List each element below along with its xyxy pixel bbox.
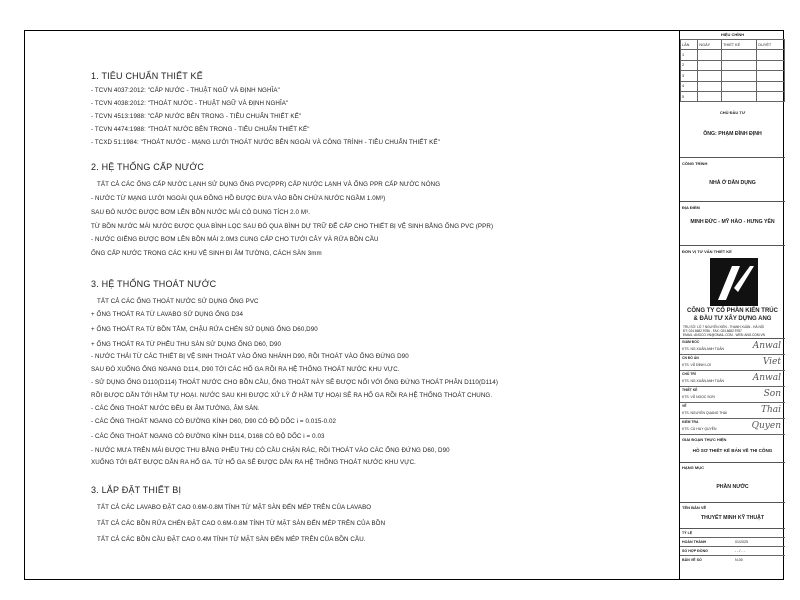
spec-line: - NƯỚC GIẾNG ĐƯỢC BƠM LÊN BỒN MÁI 2.0M3 CUNG CẤP CHO TƯỚI CÂY VÀ RỬA BỒN CẦU [91, 236, 379, 243]
info-value: N-00 [735, 558, 743, 562]
spec-line: SAU ĐÓ NƯỚC ĐƯỢC BƠM LÊN BỒN NƯỚC MÁI CÓ DUNG TÍCH 2.0 M³. [91, 209, 311, 216]
project-value: NHÀ Ở DÂN DỤNG [709, 180, 756, 186]
info-key: BẢN VẼ SỐ [682, 558, 702, 562]
stage-label: GIAI ĐOẠN THỰC HIỆN [682, 437, 727, 442]
rev-col: THIẾT KẾ [722, 40, 757, 50]
signature: Viet [762, 357, 781, 367]
contact-line: EMAIL: ANGCO.VN@GMAIL.COM - WEB: ANG.COM.VN [683, 333, 765, 337]
signature: Son [763, 389, 781, 399]
info-key: SỐ HỢP ĐỒNG [682, 549, 708, 553]
spec-line: RỒI ĐƯỢC DẪN TỚI HẦM TỰ HOẠI. NƯỚC SAU KHI ĐƯỢC XỬ LÝ Ở HẦM TỰ HOẠI SẼ RA HỐ GA RỒI RA HỆ THỐNG THOÁT CHUNG. [91, 392, 493, 399]
spec-line: SAU ĐÓ XUỐNG ỐNG NGANG D114, D90 TỚI CÁC HỐ GA RỒI RA HỆ THỐNG THOÁT NƯỚC KHU VỰC. [91, 366, 400, 373]
rev-row: 4 [681, 81, 698, 91]
signer-name: KTS. CÙ HUY QUYỀN [682, 427, 717, 431]
spec-line: - NƯỚC TỪ MẠNG LƯỚI NGOÀI QUA ĐỒNG HỒ ĐƯỢC ĐƯA VÀO BỒN CHỨA NƯỚC NGẦM 1.0M³) [91, 195, 386, 202]
category-value: PHẦN NƯỚC [716, 484, 749, 490]
specification-body [25, 31, 679, 579]
signer-row [680, 371, 785, 387]
spec-line: + ỐNG THOÁT RA TỪ PHỄU THU SÀN SỬ DỤNG ỐNG D60, D90 [91, 341, 282, 348]
spec-line: - SỬ DỤNG ỐNG D110(D114) THOÁT NƯỚC CHO BỒN CẦU, ỐNG THOÁT NÀY SẼ ĐƯỢC NỐI VỚI ỐNG ĐỨNG THOÁT PHÂN D110(D114) [91, 379, 499, 386]
rev-row: 5 [681, 91, 698, 101]
consultant-cell [680, 246, 785, 339]
signer-row [680, 339, 785, 355]
company-line-2: & ĐẦU TƯ XÂY DỰNG ANG [693, 316, 772, 322]
info-row [680, 538, 785, 547]
info-row [680, 529, 785, 538]
spec-line: - NƯỚC THẢI TỪ CÁC THIẾT BỊ VỆ SINH THOÁT VÀO ỐNG NHÁNH D90, RỒI THOÁT VÀO ỐNG ĐỨNG D90 [91, 353, 409, 360]
info-row [680, 556, 785, 565]
spec-line: TẤT CẢ CÁC BỒN RỬA CHÉN ĐẶT CAO 0.6M-0.8M TÍNH TỪ MẶT SÀN ĐẾN MÉP TRÊN CỦA BỒN [97, 520, 386, 527]
signer-name: KTS. VŨ NGỌC SƠN [682, 395, 715, 399]
spec-line: TẤT CẢ CÁC LAVABO ĐẶT CAO 0.6M-0.8M TÍNH TỪ MẶT SÀN ĐẾN MÉP TRÊN CỦA LAVABO [97, 504, 372, 511]
info-value: 01/2025 [735, 540, 748, 544]
stage-cell [680, 435, 785, 463]
rev-col: LẦN [681, 40, 698, 50]
spec-line: TẤT CẢ CÁC ỐNG CẤP NƯỚC LẠNH SỬ DỤNG ỐNG PVC(PPR) CẤP NƯỚC LẠNH VÀ ỐNG PPR CẤP NƯỚC NÓNG [97, 181, 441, 188]
category-label: HẠNG MỤC [682, 465, 704, 470]
revision-header: HIỆU CHỈNH [720, 32, 745, 37]
signer-row [680, 387, 785, 403]
location-value: MINH ĐỨC - MỸ HÀO - HƯNG YÊN [690, 219, 775, 225]
info-key: TỶ LỆ [682, 531, 693, 535]
signer-role: KIỂM TRA [682, 420, 699, 424]
section-title: 3. LẮP ĐẶT THIẾT BỊ [91, 485, 182, 495]
revision-table [680, 39, 785, 102]
drawing-sheet [24, 30, 784, 580]
drawing-name-cell [680, 503, 785, 529]
company-logo-icon [710, 258, 758, 306]
drawing-value: THUYẾT MINH KỸ THUẬT [700, 515, 765, 521]
signer-name: KTS. VŨ ĐÌNH LỢI [682, 363, 712, 367]
spec-line: - CÁC ỐNG THOÁT NGANG CÓ ĐƯỜNG KÍNH D114, D168 CÓ ĐỘ DỐC i = 0.03 [91, 433, 325, 440]
rev-col: DUYỆT [757, 40, 785, 50]
spec-line: - NƯỚC MƯA TRÊN MÁI ĐƯỢC THU BẰNG PHỄU THU CÓ CẦU CHẶN RÁC, RỒI THOÁT VÀO CÁC ỐNG ĐỨNG D60, D90 [91, 447, 450, 454]
rev-row: 1 [681, 50, 698, 60]
signer-role: VẼ [682, 404, 687, 408]
signature: Anwal [752, 341, 781, 351]
spec-line: TẤT CẢ CÁC BỒN CẦU ĐẶT CAO 0.4M TÍNH TỪ MẶT SÀN ĐẾN MÉP TRÊN CỦA BỒN CẦU. [97, 536, 366, 543]
signature: Anwal [752, 373, 781, 383]
category-cell [680, 463, 785, 503]
spec-line: TẤT CẢ CÁC ỐNG THOÁT NƯỚC SỬ DỤNG ỐNG PVC [97, 298, 259, 305]
section-title: 3. HỆ THỐNG THOÁT NƯỚC [91, 279, 217, 289]
spec-line: - TCXD 51:1984: "THOÁT NƯỚC - MẠNG LƯỚI THOÁT NƯỚC BÊN NGOÀI VÀ CÔNG TRÌNH - TIÊU CHUẨN THIẾT KẾ" [91, 139, 440, 146]
info-row [680, 547, 785, 556]
signer-row [680, 403, 785, 419]
signer-name: KTS. NG.XUÂN ANH TUẤN [682, 379, 724, 383]
spec-line: - TCVN 4474:1988: "THOÁT NƯỚC BÊN TRONG - TIÊU CHUẨN THIẾT KẾ" [91, 126, 310, 133]
spec-line: - TCVN 4513:1988: "CẤP NƯỚC BÊN TRONG - TIÊU CHUẨN THIẾT KẾ" [91, 113, 302, 120]
owner-label: CHỦ ĐẦU TƯ [719, 110, 746, 115]
section-title: 2. HỆ THỐNG CẤP NƯỚC [91, 162, 205, 172]
rev-row: 3 [681, 71, 698, 81]
section-title: 1. TIÊU CHUẨN THIẾT KẾ [91, 71, 203, 81]
owner-cell [680, 106, 785, 158]
spec-line: + ỐNG THOÁT RA TỪ BỒN TẮM, CHẬU RỬA CHÉN SỬ DỤNG ỐNG D60,D90 [91, 326, 318, 333]
owner-value: ÔNG: PHẠM ĐÌNH ĐỊNH [703, 131, 762, 137]
signer-role: CN ĐỒ ÁN [682, 356, 699, 360]
consultant-label: ĐƠN VỊ TƯ VẤN THIẾT KẾ [682, 249, 732, 254]
contact-line: TRỤ SỞ: LÔ 7 NGUYỄN XIỂN - THANH XUÂN - HÀ NỘI [683, 325, 765, 329]
spec-line: - CÁC ỐNG THOÁT NGANG CÓ ĐƯỜNG KÍNH D60, D90 CÓ ĐỘ DỐC i = 0.015-0.02 [91, 418, 337, 425]
project-cell [680, 158, 785, 202]
signature: Quyen [751, 421, 781, 431]
spec-line: ỐNG CẤP NƯỚC TRONG CÁC KHU VỆ SINH ĐI ÂM TƯỜNG, CÁCH SÀN 3mm [91, 250, 322, 257]
signer-row [680, 355, 785, 371]
spec-line: - TCVN 4037:2012: "CẤP NƯỚC - THUẬT NGỮ VÀ ĐỊNH NGHĨA" [91, 87, 280, 94]
info-value: - - / - - [735, 549, 745, 553]
company-line-1: CÔNG TY CỔ PHẦN KIẾN TRÚC [687, 308, 778, 314]
location-cell [680, 202, 785, 246]
spec-line: TỪ BỒN NƯỚC MÁI NƯỚC ĐƯỢC QUA BÌNH LỌC SAU ĐÓ QUA BÌNH DỰ TRỮ ĐỂ CẤP CHO THIẾT BỊ VỆ SINH BẰNG ỐNG PVC (PPR) [91, 223, 494, 230]
signer-row [680, 419, 785, 435]
signer-role: THIẾT KẾ [682, 388, 698, 392]
stage-value: HỒ SƠ THIẾT KẾ BẢN VẼ THI CÔNG [692, 448, 773, 453]
location-label: ĐỊA ĐIỂM [682, 205, 700, 210]
rev-row: 2 [681, 60, 698, 70]
drawing-label: TÊN BẢN VẼ [682, 505, 707, 510]
info-key: HOÀN THÀNH [682, 540, 707, 544]
signer-name: KTS. NG.XUÂN ANH TUẤN [682, 347, 724, 351]
signer-name: KTS. NGUYỄN QUANG THÁI [682, 411, 727, 415]
spec-line: + ỐNG THOÁT RA TỪ LAVABO SỬ DỤNG ỐNG D34 [91, 311, 244, 318]
signature: Thai [760, 405, 781, 415]
title-block [679, 31, 785, 579]
contact-line: ĐT: 024.6682.9786 - FAX: 024.6682.9787 [683, 329, 742, 333]
signer-role: CHỦ TRÌ [682, 372, 696, 376]
spec-line: XUỐNG TỚI ĐẤT ĐƯỢC DẪN RA HỐ GA. TỪ HỐ GA SẼ ĐƯỢC DẪN RA HỆ THỐNG THOÁT NƯỚC KHU VỰC. [91, 459, 416, 466]
spec-line: - TCVN 4038:2012: "THOÁT NƯỚC - THUẬT NGỮ VÀ ĐỊNH NGHĨA" [91, 100, 289, 107]
spec-line: - CÁC ỐNG THOÁT NƯỚC ĐỀU ĐI ÂM TƯỜNG, ÂM SÀN. [91, 405, 260, 412]
project-label: CÔNG TRÌNH [682, 161, 708, 166]
signer-role: GIÁM ĐỐC [682, 340, 700, 344]
rev-col: NGÀY [698, 40, 722, 50]
